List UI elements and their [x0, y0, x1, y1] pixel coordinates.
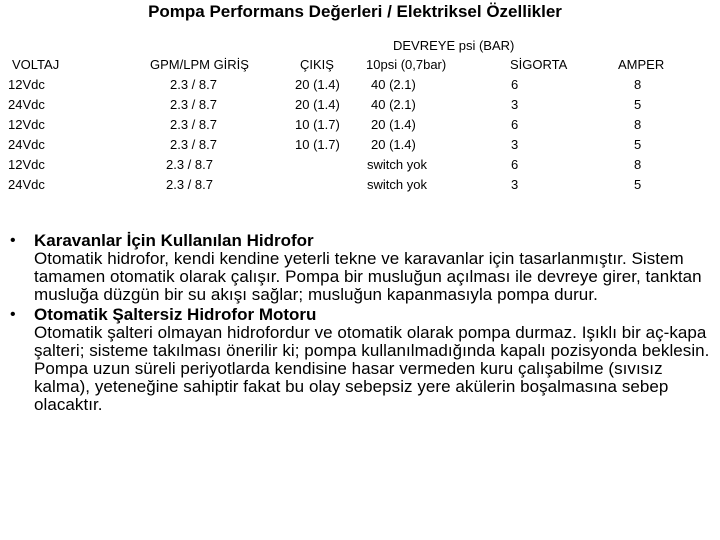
cell-devreye: switch yok	[367, 157, 427, 172]
cell-devreye: 20 (1.4)	[371, 117, 416, 132]
cell-voltaj: 12Vdc	[8, 77, 45, 92]
cell-cikis: 10 (1.7)	[295, 137, 340, 152]
cell-voltaj: 12Vdc	[8, 117, 45, 132]
cell-devreye: 40 (2.1)	[371, 77, 416, 92]
group-header: DEVREYE psi (BAR)	[393, 38, 515, 53]
bullet-body: Otomatik şalteri olmayan hidrofordur ve otomatik olarak pompa durmaz. Işıklı bir aç-kapa şalteri; sisteme takılması önerilir ki; pompa kullanılmadığında kapalı pozisyonda beklesin. Pompa uzun süreli periyotlarda kendisine hasar vermeden kuru çalışabilme (sıvısız kalma), yeteneğine sahiptir fakat bu olay sebepsiz yere akülerin boşalmasına sebep olacaktır.	[34, 323, 710, 414]
list-item	[10, 306, 710, 414]
col-header-cikis: ÇIKIŞ	[300, 57, 334, 72]
page-title: Pompa Performans Değerleri / Elektriksel Özellikler	[148, 2, 562, 21]
cell-voltaj: 24Vdc	[8, 137, 45, 152]
cell-cikis: 10 (1.7)	[295, 117, 340, 132]
cell-cikis: 20 (1.4)	[295, 77, 340, 92]
cell-sigorta: 3	[511, 137, 519, 152]
bullet-icon: •	[10, 306, 16, 323]
cell-amper: 8	[634, 77, 642, 92]
col-header-devreye: 10psi (0,7bar)	[366, 57, 447, 72]
cell-sigorta: 3	[511, 97, 519, 112]
bullet-heading: Otomatik Şaltersiz Hidrofor Motoru	[34, 305, 317, 324]
cell-amper: 5	[634, 137, 642, 152]
cell-cikis: 20 (1.4)	[295, 97, 340, 112]
bullet-heading: Karavanlar İçin Kullanılan Hidrofor	[34, 231, 314, 250]
cell-gpm: 2.3 / 8.7	[170, 117, 217, 132]
cell-voltaj: 12Vdc	[8, 157, 45, 172]
cell-sigorta: 6	[511, 77, 519, 92]
bullet-list	[10, 230, 710, 414]
cell-amper: 8	[634, 117, 642, 132]
cell-sigorta: 6	[511, 117, 519, 132]
cell-gpm: 2.3 / 8.7	[170, 97, 217, 112]
cell-gpm: 2.3 / 8.7	[170, 77, 217, 92]
cell-gpm: 2.3 / 8.7	[170, 137, 217, 152]
cell-sigorta: 6	[511, 157, 519, 172]
cell-devreye: 20 (1.4)	[371, 137, 416, 152]
cell-amper: 8	[634, 157, 642, 172]
cell-amper: 5	[634, 177, 642, 192]
cell-voltaj: 24Vdc	[8, 97, 45, 112]
cell-gpm: 2.3 / 8.7	[166, 177, 213, 192]
col-header-voltaj: VOLTAJ	[12, 57, 60, 72]
cell-gpm: 2.3 / 8.7	[166, 157, 213, 172]
cell-devreye: 40 (2.1)	[371, 97, 416, 112]
col-header-amper: AMPER	[618, 57, 665, 72]
col-header-gpm: GPM/LPM GİRİŞ	[150, 57, 249, 72]
cell-sigorta: 3	[511, 177, 519, 192]
cell-amper: 5	[634, 97, 642, 112]
cell-devreye: switch yok	[367, 177, 427, 192]
col-header-sigorta: SİGORTA	[510, 57, 568, 72]
list-item	[10, 232, 710, 304]
bullet-body: Otomatik hidrofor, kendi kendine yeterli tekne ve karavanlar için tasarlanmıştır. Sistem tamamen otomatik olarak çalışır. Pompa bir musluğun açılması ile devreye girer, tanktan musluğa düzgün bir su akışı sağlar; musluğun kapanmasıyla pompa durur.	[34, 249, 702, 304]
cell-voltaj: 24Vdc	[8, 177, 45, 192]
bullet-icon: •	[10, 232, 16, 249]
